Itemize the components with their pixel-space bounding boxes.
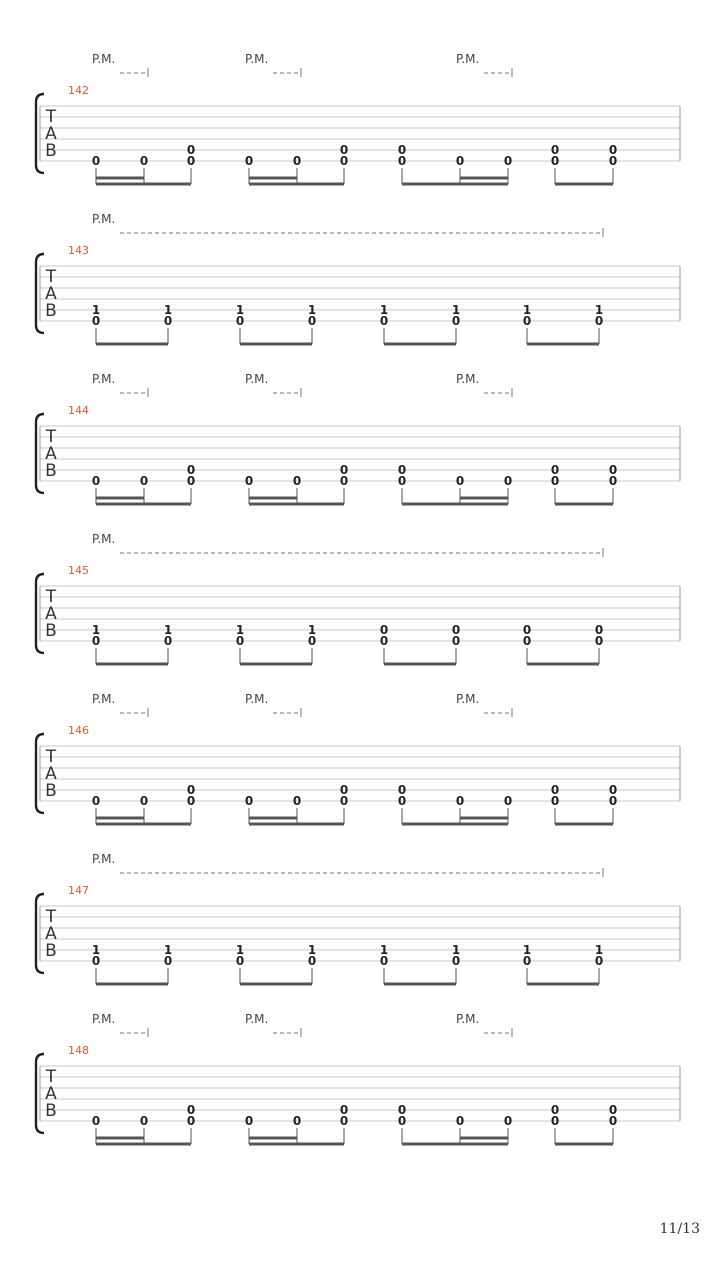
palm-mute-label: P.M.: [245, 692, 269, 706]
fret-number: 0: [186, 463, 196, 477]
fret-number: 0: [608, 794, 618, 808]
fret-number: 1: [451, 943, 461, 957]
fret-number: 0: [455, 474, 465, 488]
fret-number: 0: [451, 314, 461, 328]
tab-clef-letter: T: [45, 1067, 57, 1087]
fret-number: 0: [339, 783, 349, 797]
palm-mute-label: P.M.: [92, 532, 116, 546]
tab-clef-letter: B: [45, 301, 57, 321]
fret-number: 0: [397, 154, 407, 168]
fret-number: 0: [186, 783, 196, 797]
fret-number: 0: [186, 794, 196, 808]
fret-number: 0: [163, 634, 173, 648]
fret-number: 0: [503, 794, 513, 808]
tab-clef-letter: T: [45, 107, 57, 127]
fret-number: 0: [397, 794, 407, 808]
fret-number: 0: [550, 1103, 560, 1117]
palm-mute-label: P.M.: [245, 1012, 269, 1026]
measure-number: 142: [68, 84, 89, 97]
fret-number: 0: [186, 143, 196, 157]
fret-number: 1: [307, 303, 317, 317]
fret-number: 1: [91, 623, 101, 637]
fret-number: 0: [379, 314, 389, 328]
fret-number: 0: [163, 314, 173, 328]
fret-number: 1: [522, 943, 532, 957]
tab-clef-letter: B: [45, 941, 57, 961]
fret-number: 0: [235, 314, 245, 328]
measure-number: 146: [68, 724, 89, 737]
tab-clef-letter: A: [45, 764, 57, 784]
palm-mute-label: P.M.: [92, 692, 116, 706]
fret-number: 0: [594, 954, 604, 968]
palm-mute-label: P.M.: [92, 1012, 116, 1026]
fret-number: 0: [522, 634, 532, 648]
fret-number: 1: [522, 303, 532, 317]
fret-number: 0: [397, 783, 407, 797]
fret-number: 1: [163, 303, 173, 317]
fret-number: 1: [307, 943, 317, 957]
tab-clef-letter: B: [45, 1101, 57, 1121]
fret-number: 0: [503, 1114, 513, 1128]
fret-number: 1: [235, 943, 245, 957]
fret-number: 0: [397, 143, 407, 157]
fret-number: 0: [292, 474, 302, 488]
palm-mute-label: P.M.: [92, 212, 116, 226]
fret-number: 0: [235, 954, 245, 968]
fret-number: 0: [503, 154, 513, 168]
fret-number: 0: [608, 1114, 618, 1128]
fret-number: 0: [235, 634, 245, 648]
tab-clef-letter: A: [45, 444, 57, 464]
fret-number: 1: [91, 943, 101, 957]
measure-number: 145: [68, 564, 89, 577]
fret-number: 0: [608, 154, 618, 168]
fret-number: 0: [91, 154, 101, 168]
palm-mute-label: P.M.: [456, 372, 480, 386]
fret-number: 0: [379, 634, 389, 648]
fret-number: 0: [292, 794, 302, 808]
fret-number: 0: [339, 1103, 349, 1117]
tab-clef-letter: A: [45, 124, 57, 144]
fret-number: 0: [244, 794, 254, 808]
fret-number: 0: [186, 474, 196, 488]
fret-number: 0: [522, 623, 532, 637]
fret-number: 0: [397, 1114, 407, 1128]
fret-number: 0: [139, 794, 149, 808]
fret-number: 0: [397, 1103, 407, 1117]
tab-clef-letter: A: [45, 924, 57, 944]
tab-clef-letter: T: [45, 587, 57, 607]
fret-number: 0: [550, 463, 560, 477]
fret-number: 0: [608, 474, 618, 488]
fret-number: 0: [451, 634, 461, 648]
fret-number: 0: [244, 474, 254, 488]
fret-number: 0: [307, 634, 317, 648]
measure-number: 143: [68, 244, 89, 257]
tab-clef-letter: A: [45, 284, 57, 304]
fret-number: 0: [379, 623, 389, 637]
fret-number: 1: [451, 303, 461, 317]
tab-clef-letter: B: [45, 621, 57, 641]
tab-clef-letter: T: [45, 747, 57, 767]
fret-number: 0: [397, 463, 407, 477]
palm-mute-label: P.M.: [456, 692, 480, 706]
fret-number: 0: [292, 154, 302, 168]
fret-number: 1: [594, 303, 604, 317]
fret-number: 0: [379, 954, 389, 968]
fret-number: 0: [550, 474, 560, 488]
tab-clef-letter: B: [45, 781, 57, 801]
fret-number: 0: [455, 1114, 465, 1128]
fret-number: 0: [550, 783, 560, 797]
fret-number: 0: [522, 314, 532, 328]
palm-mute-label: P.M.: [92, 852, 116, 866]
fret-number: 0: [503, 474, 513, 488]
fret-number: 0: [244, 1114, 254, 1128]
tab-clef-letter: A: [45, 604, 57, 624]
palm-mute-label: P.M.: [456, 1012, 480, 1026]
fret-number: 0: [186, 1103, 196, 1117]
fret-number: 0: [550, 143, 560, 157]
fret-number: 0: [139, 1114, 149, 1128]
fret-number: 0: [594, 634, 604, 648]
fret-number: 0: [163, 954, 173, 968]
fret-number: 0: [186, 1114, 196, 1128]
palm-mute-label: P.M.: [245, 372, 269, 386]
fret-number: 0: [91, 1114, 101, 1128]
tab-clef-letter: T: [45, 267, 57, 287]
tab-clef-letter: A: [45, 1084, 57, 1104]
palm-mute-label: P.M.: [456, 52, 480, 66]
fret-number: 0: [339, 474, 349, 488]
fret-number: 0: [608, 783, 618, 797]
tab-clef-letter: B: [45, 461, 57, 481]
fret-number: 0: [594, 314, 604, 328]
fret-number: 0: [608, 143, 618, 157]
measure-number: 144: [68, 404, 89, 417]
fret-number: 0: [339, 143, 349, 157]
fret-number: 0: [339, 154, 349, 168]
fret-number: 0: [339, 1114, 349, 1128]
fret-number: 0: [339, 794, 349, 808]
palm-mute-label: P.M.: [92, 52, 116, 66]
fret-number: 1: [91, 303, 101, 317]
fret-number: 1: [379, 303, 389, 317]
fret-number: 0: [91, 954, 101, 968]
page-number: 11/13: [659, 1221, 700, 1237]
fret-number: 1: [163, 623, 173, 637]
tab-clef-letter: T: [45, 907, 57, 927]
fret-number: 1: [235, 303, 245, 317]
tab-clef-letter: T: [45, 427, 57, 447]
fret-number: 0: [91, 474, 101, 488]
fret-number: 0: [339, 463, 349, 477]
fret-number: 0: [91, 634, 101, 648]
measure-number: 148: [68, 1044, 89, 1057]
fret-number: 0: [139, 154, 149, 168]
fret-number: 0: [550, 1114, 560, 1128]
fret-number: 0: [608, 1103, 618, 1117]
fret-number: 0: [244, 154, 254, 168]
fret-number: 0: [522, 954, 532, 968]
fret-number: 1: [163, 943, 173, 957]
fret-number: 1: [594, 943, 604, 957]
palm-mute-label: P.M.: [92, 372, 116, 386]
fret-number: 0: [550, 154, 560, 168]
fret-number: 0: [186, 154, 196, 168]
fret-number: 0: [91, 794, 101, 808]
fret-number: 0: [397, 474, 407, 488]
fret-number: 0: [307, 314, 317, 328]
fret-number: 0: [455, 794, 465, 808]
fret-number: 1: [235, 623, 245, 637]
measure-number: 147: [68, 884, 89, 897]
fret-number: 0: [455, 154, 465, 168]
fret-number: 1: [379, 943, 389, 957]
fret-number: 0: [307, 954, 317, 968]
fret-number: 0: [292, 1114, 302, 1128]
tab-clef-letter: B: [45, 141, 57, 161]
fret-number: 0: [608, 463, 618, 477]
fret-number: 0: [550, 794, 560, 808]
fret-number: 0: [594, 623, 604, 637]
fret-number: 1: [307, 623, 317, 637]
fret-number: 0: [451, 623, 461, 637]
fret-number: 0: [91, 314, 101, 328]
palm-mute-label: P.M.: [245, 52, 269, 66]
fret-number: 0: [451, 954, 461, 968]
fret-number: 0: [139, 474, 149, 488]
